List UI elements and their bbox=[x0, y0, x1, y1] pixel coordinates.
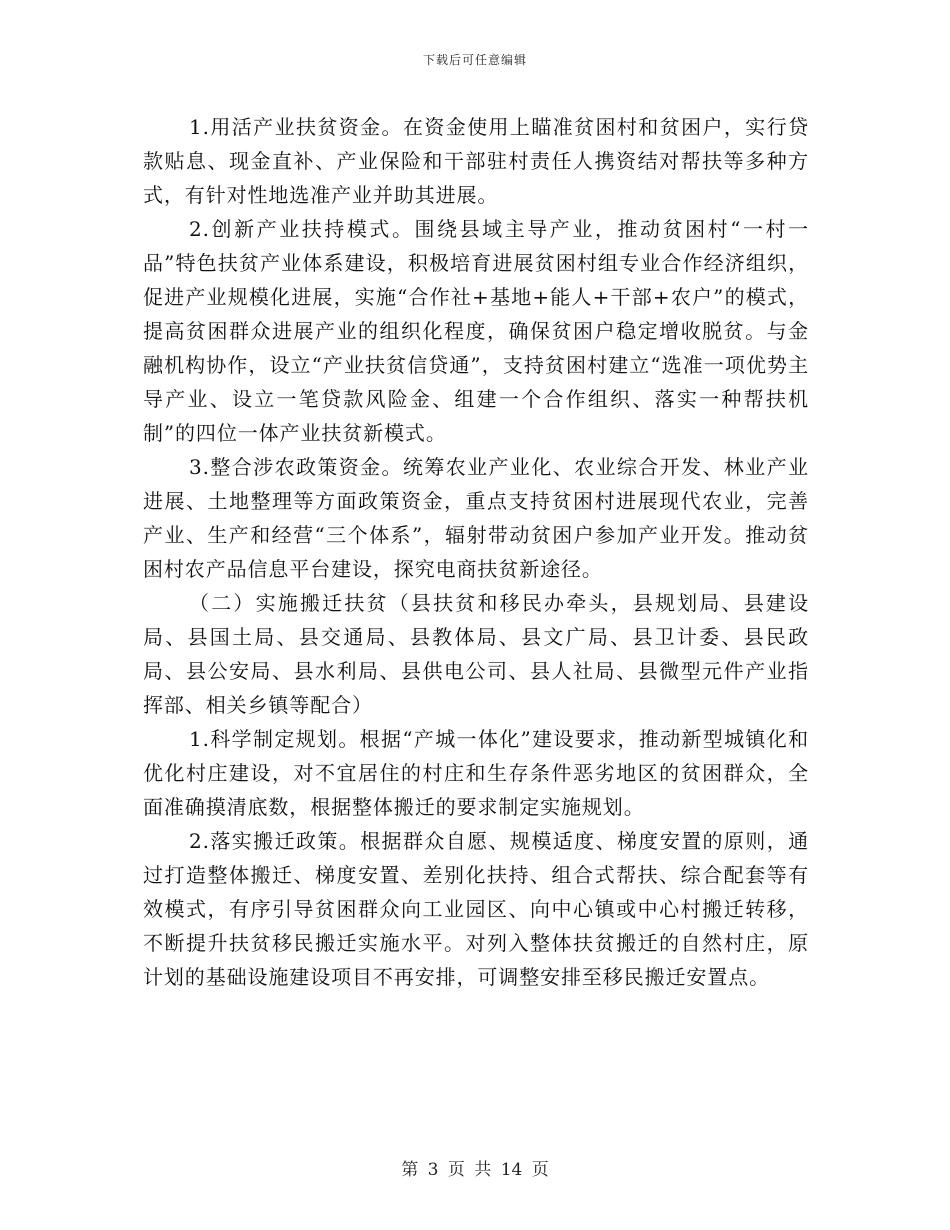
page-header: 下载后可任意编辑 bbox=[422, 53, 527, 67]
section-heading-relocation: （二）实施搬迁扶贫（县扶贫和移民办牵头，县规划局、县建设局、县国土局、县交通局、县教体局、县文广局、县卫计委、县民政局、县公安局、县水利局、县供电公司、县人社局、县微型元件产业指挥部、相关乡镇等配合） bbox=[143, 591, 809, 717]
paragraph-4: 1.科学制定规划。根据“产城一体化”建设要求，推动新型城镇化和优化村庄建设，对不宜居住的村庄和生存条件恶劣地区的贫困群众，全面准确摸清底数，根据整体搬迁的要求制定实施规划。 bbox=[143, 727, 809, 819]
paragraph-2: 2.创新产业扶持模式。围绕县域主导产业，推动贫困村“一村一品”特色扶贫产业体系建设，积极培育进展贫困村组专业合作经济组织，促进产业规模化进展，实施“合作社+基地+能人+干部+农户”的模式，提高贫困群众进展产业的组织化程度，确保贫困户稳定增收脱贫。与金融机构协作，设立“产业扶贫信贷通”，支持贫困村建立“选准一项优势主导产业、设立一笔贷款风险金、组建一个合作组织、落实一种帮扶机制”的四位一体产业扶贫新模式。 bbox=[143, 217, 809, 445]
paragraph-1: 1.用活产业扶贫资金。在资金使用上瞄准贫困村和贫困户，实行贷款贴息、现金直补、产业保险和干部驻村责任人携资结对帮扶等多种方式，有针对性地选准产业并助其进展。 bbox=[143, 115, 809, 207]
page-number-footer: 第 3 页 共 14 页 bbox=[401, 1160, 549, 1180]
document-body bbox=[143, 110, 809, 994]
paragraph-3: 3.整合涉农政策资金。统筹农业产业化、农业综合开发、林业产业进展、土地整理等方面政策资金，重点支持贫困村进展现代农业，完善产业、生产和经营“三个体系”，辐射带动贫困户参加产业开发。推动贫困村农产品信息平台建设，探究电商扶贫新途径。 bbox=[143, 455, 809, 581]
paragraph-5: 2.落实搬迁政策。根据群众自愿、规模适度、梯度安置的原则，通过打造整体搬迁、梯度安置、差别化扶持、组合式帮扶、综合配套等有效模式，有序引导贫困群众向工业园区、向中心镇或中心村搬迁转移，不断提升扶贫移民搬迁实施水平。对列入整体扶贫搬迁的自然村庄，原计划的基础设施建设项目不再安排，可调整安排至移民搬迁安置点。 bbox=[143, 829, 809, 989]
